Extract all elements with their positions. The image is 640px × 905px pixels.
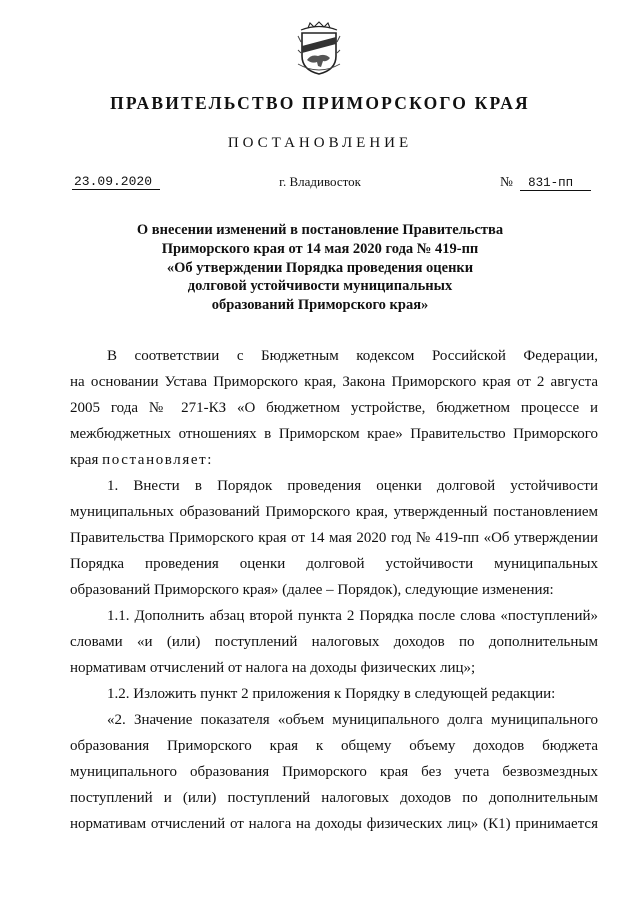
document-body — [70, 343, 598, 837]
body-line: образования Приморского края к общему объему доходов бюджета — [70, 738, 598, 754]
body-line: Правительства Приморского края от 14 мая 2020 год № 419-пп «Об утверждении — [70, 530, 598, 546]
body-line: межбюджетных отношениях в Приморском крае» Правительство Приморского — [70, 426, 598, 442]
subject-line: «Об утверждении Порядка проведения оценки — [166, 259, 474, 276]
body-line: 1.2. Изложить пункт 2 приложения к Порядку в следующей редакции: — [107, 686, 556, 702]
document-subject — [0, 221, 640, 315]
body-line: на основании Устава Приморского края, Закона Приморского края от 2 августа — [70, 374, 598, 390]
coat-of-arms-emblem — [296, 20, 342, 76]
body-line: нормативам отчислений от налога на доходы физических лиц»; — [70, 660, 476, 676]
body-text: края — [70, 452, 99, 468]
document-date: 23.09.2020 — [72, 174, 160, 190]
body-line: словами «и (или) поступлений налоговых доходов по дополнительным — [70, 634, 598, 650]
subject-line: долговой устойчивости муниципальных — [187, 278, 453, 295]
body-line: «2. Значение показателя «объем муниципального долга муниципального — [107, 712, 598, 728]
body-line — [70, 447, 598, 473]
subject-line: О внесении изменений в постановление Правительства — [136, 222, 504, 238]
body-line: 2005 года № 271-КЗ «О бюджетном устройстве, бюджетном процессе и — [70, 400, 598, 416]
body-line: В соответствии с Бюджетным кодексом Российской Федерации, — [107, 348, 598, 364]
government-title: ПРАВИТЕЛЬСТВО ПРИМОРСКОГО КРАЯ — [110, 93, 530, 113]
body-line: поступлений и (или) поступлений налоговых доходов по дополнительным — [70, 790, 598, 806]
document-type: ПОСТАНОВЛЕНИЕ — [227, 135, 413, 151]
body-text: : — [207, 452, 212, 468]
body-line: муниципального образования Приморского края без учета безвозмездных — [70, 764, 598, 780]
subject-line: образований Приморского края» — [211, 297, 429, 314]
subject-line: Приморского края от 14 мая 2020 года № 419-пп — [161, 240, 479, 257]
body-line: 1.1. Дополнить абзац второй пункта 2 Порядка после слова «поступлений» — [107, 608, 598, 624]
number-sign: № — [500, 174, 513, 189]
body-line: муниципальных образований Приморского края, утвержденный постановлением — [70, 504, 598, 520]
body-line: Порядка проведения оценки долговой устойчивости муниципальных — [70, 556, 598, 572]
document-number — [500, 174, 591, 191]
number-value: 831-пп — [520, 176, 591, 191]
resolution-word: постановляет — [102, 452, 208, 468]
body-line: 1. Внести в Порядок проведения оценки долговой устойчивости — [107, 478, 598, 494]
document-city: г. Владивосток — [279, 174, 361, 189]
body-line: образований Приморского края» (далее – Порядок), следующие изменения: — [70, 582, 554, 598]
body-line: нормативам отчислений от налога на доходы физических лиц» (К1) принимается — [70, 816, 598, 832]
